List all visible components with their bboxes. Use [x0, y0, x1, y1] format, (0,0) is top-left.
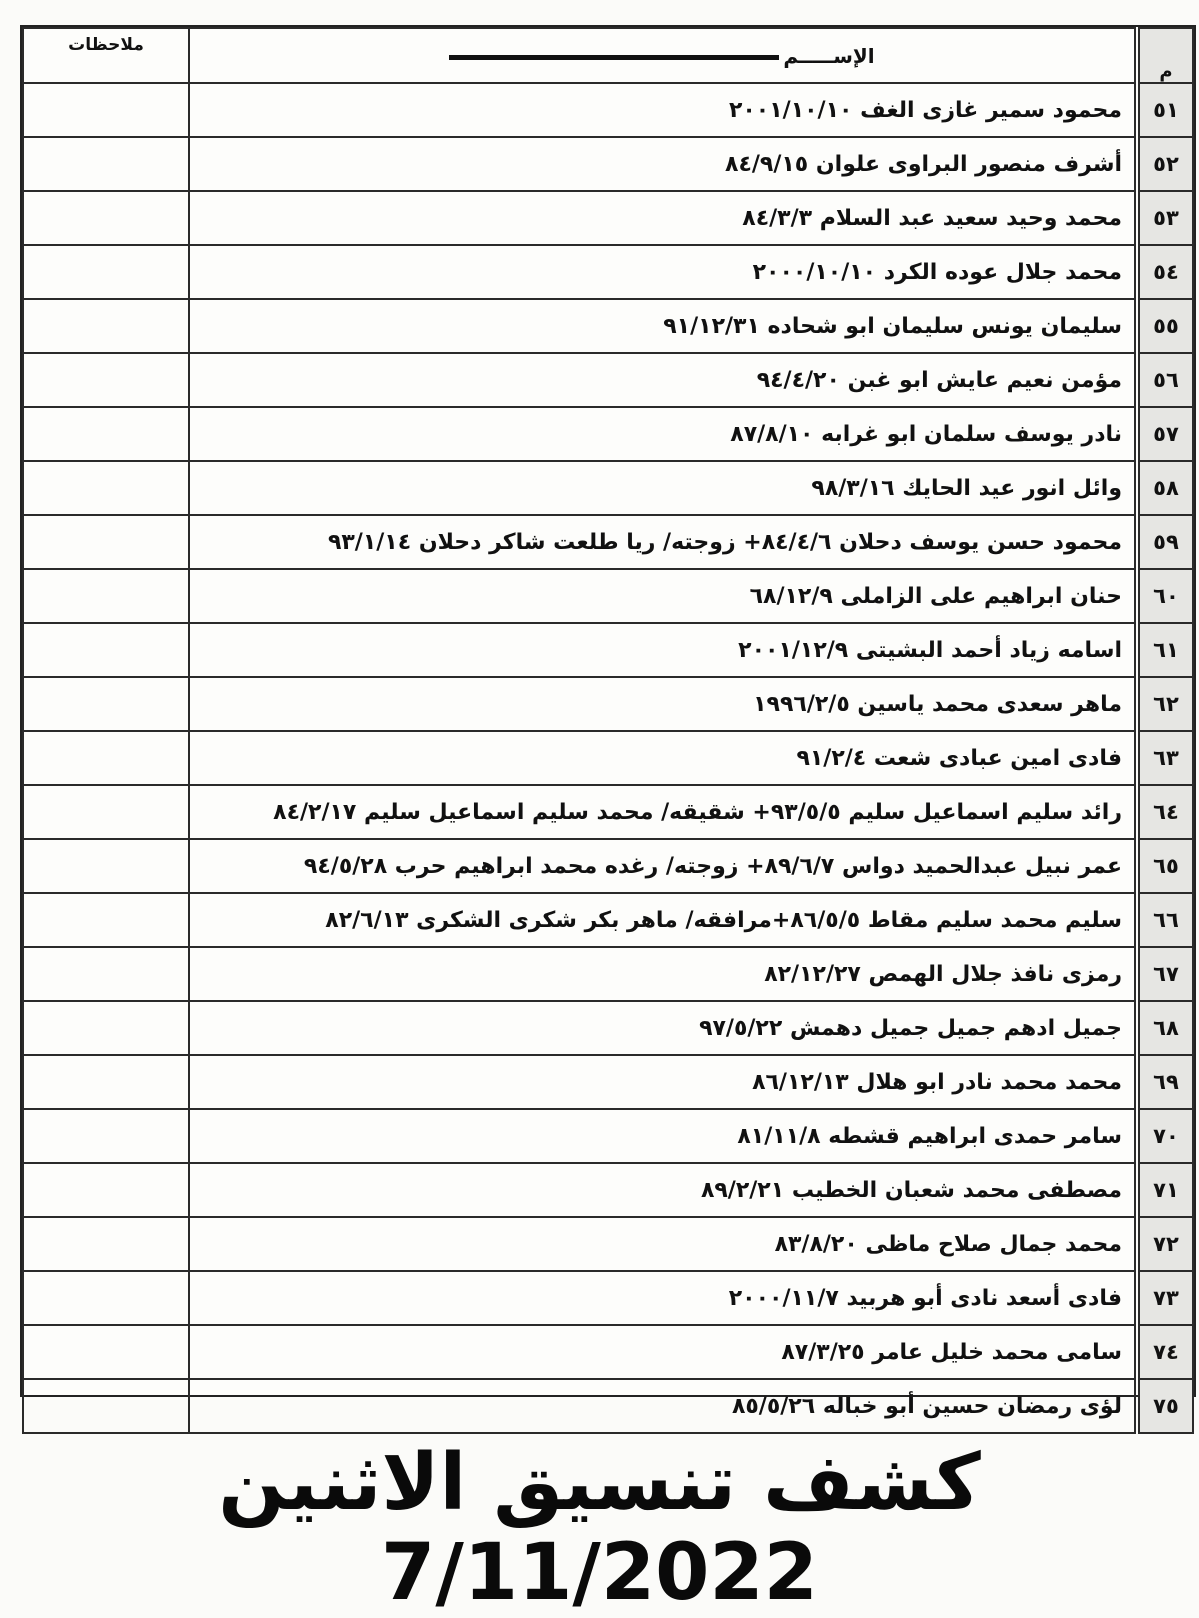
row-notes	[23, 947, 189, 1001]
table-row	[23, 893, 1193, 947]
row-number: ٦٨	[1137, 1001, 1193, 1055]
row-name: رمزى نافذ جلال الهمص ٨٢/١٢/٢٧	[189, 947, 1137, 1001]
row-notes	[23, 1379, 189, 1433]
row-number: ٦٣	[1137, 731, 1193, 785]
row-notes	[23, 1055, 189, 1109]
table-row	[23, 839, 1193, 893]
row-number: ٥٦	[1137, 353, 1193, 407]
row-number: ٦١	[1137, 623, 1193, 677]
row-number: ٧٥	[1137, 1379, 1193, 1433]
table-row	[23, 407, 1193, 461]
row-number: ٧٤	[1137, 1325, 1193, 1379]
table-row	[23, 461, 1193, 515]
row-notes	[23, 461, 189, 515]
row-name: وائل انور عيد الحايك ٩٨/٣/١٦	[189, 461, 1137, 515]
table-row	[23, 1271, 1193, 1325]
row-notes	[23, 245, 189, 299]
table-row	[23, 569, 1193, 623]
row-name: لؤى رمضان حسين أبو خباله ٨٥/٥/٢٦	[189, 1379, 1137, 1433]
row-notes	[23, 1163, 189, 1217]
row-number: ٥٨	[1137, 461, 1193, 515]
table-row	[23, 515, 1193, 569]
header-name	[189, 28, 1137, 83]
row-name: سليم محمد سليم مقاط ٨٦/٥/٥+مرافقه/ ماهر بكر شكرى الشكرى ٨٢/٦/١٣	[189, 893, 1137, 947]
row-name: محمد جلال عوده الكرد ٢٠٠٠/١٠/١٠	[189, 245, 1137, 299]
row-notes	[23, 785, 189, 839]
row-notes	[23, 137, 189, 191]
table-row	[23, 299, 1193, 353]
row-notes	[23, 623, 189, 677]
row-name: نادر يوسف سلمان ابو غرابه ٨٧/٨/١٠	[189, 407, 1137, 461]
row-name: محمود حسن يوسف دحلان ٨٤/٤/٦+ زوجته/ ريا طلعت شاكر دحلان ٩٣/١/١٤	[189, 515, 1137, 569]
table-row	[23, 1217, 1193, 1271]
row-name: محمود سمير غازى الغف ٢٠٠١/١٠/١٠	[189, 83, 1137, 137]
row-name: أشرف منصور البراوى علوان ٨٤/٩/١٥	[189, 137, 1137, 191]
row-name: محمد محمد نادر ابو هلال ٨٦/١٢/١٣	[189, 1055, 1137, 1109]
header-name-label: الإســـــم	[783, 43, 875, 68]
row-number: ٦٤	[1137, 785, 1193, 839]
names-table	[22, 27, 1194, 1434]
row-notes	[23, 299, 189, 353]
row-name: حنان ابراهيم على الزاملى ٦٨/١٢/٩	[189, 569, 1137, 623]
header-number: م	[1137, 28, 1193, 83]
row-name: جميل ادهم جميل جميل دهمش ٩٧/٥/٢٢	[189, 1001, 1137, 1055]
table-row	[23, 1109, 1193, 1163]
row-number: ٦٦	[1137, 893, 1193, 947]
table-row	[23, 677, 1193, 731]
row-number: ٥٥	[1137, 299, 1193, 353]
row-notes	[23, 1325, 189, 1379]
table-row	[23, 1379, 1193, 1433]
table-row	[23, 83, 1193, 137]
row-notes	[23, 515, 189, 569]
row-name: عمر نبيل عبدالحميد دواس ٨٩/٦/٧+ زوجته/ رغده محمد ابراهيم حرب ٩٤/٥/٢٨	[189, 839, 1137, 893]
row-name: محمد جمال صلاح ماظى ٨٣/٨/٢٠	[189, 1217, 1137, 1271]
table-row	[23, 1055, 1193, 1109]
list-caption: كشف تنسيق الاثنين 7/11/2022	[218, 1438, 981, 1618]
row-name: رائد سليم اسماعيل سليم ٩٣/٥/٥+ شقيقه/ محمد سليم اسماعيل سليم ٨٤/٢/١٧	[189, 785, 1137, 839]
travel-list-sheet	[20, 25, 1196, 1419]
row-name: فادى أسعد نادى أبو هربيد ٢٠٠٠/١١/٧	[189, 1271, 1137, 1325]
row-number: ٥٤	[1137, 245, 1193, 299]
table-body	[23, 83, 1193, 1433]
row-name: فادى امين عبادى شعت ٩١/٢/٤	[189, 731, 1137, 785]
table-row	[23, 1325, 1193, 1379]
row-notes	[23, 407, 189, 461]
row-number: ٦٩	[1137, 1055, 1193, 1109]
row-notes	[23, 893, 189, 947]
row-name: اسامه زياد أحمد البشيتى ٢٠٠١/١٢/٩	[189, 623, 1137, 677]
row-notes	[23, 1001, 189, 1055]
table-row	[23, 353, 1193, 407]
row-name: ماهر سعدى محمد ياسين ١٩٩٦/٢/٥	[189, 677, 1137, 731]
row-number: ٦٧	[1137, 947, 1193, 1001]
table-row	[23, 1001, 1193, 1055]
table-row	[23, 191, 1193, 245]
table-row	[23, 623, 1193, 677]
row-notes	[23, 1217, 189, 1271]
row-notes	[23, 839, 189, 893]
row-number: ٥٣	[1137, 191, 1193, 245]
row-notes	[23, 677, 189, 731]
row-notes	[23, 83, 189, 137]
table-row	[23, 731, 1193, 785]
row-notes	[23, 731, 189, 785]
row-notes	[23, 191, 189, 245]
row-number: ٧١	[1137, 1163, 1193, 1217]
row-notes	[23, 353, 189, 407]
row-name: مصطفى محمد شعبان الخطيب ٨٩/٢/٢١	[189, 1163, 1137, 1217]
table-row	[23, 785, 1193, 839]
table-row	[23, 1163, 1193, 1217]
row-notes	[23, 569, 189, 623]
row-number: ٧٢	[1137, 1217, 1193, 1271]
row-name: سامى محمد خليل عامر ٨٧/٣/٢٥	[189, 1325, 1137, 1379]
header-underline-rule	[449, 55, 779, 60]
row-name: سليمان يونس سليمان ابو شحاده ٩١/١٢/٣١	[189, 299, 1137, 353]
row-name: مؤمن نعيم عايش ابو غبن ٩٤/٤/٢٠	[189, 353, 1137, 407]
row-name: سامر حمدى ابراهيم قشطه ٨١/١١/٨	[189, 1109, 1137, 1163]
row-number: ٥١	[1137, 83, 1193, 137]
row-notes	[23, 1271, 189, 1325]
row-number: ٧٠	[1137, 1109, 1193, 1163]
row-notes	[23, 1109, 189, 1163]
row-number: ٥٢	[1137, 137, 1193, 191]
row-number: ٦٢	[1137, 677, 1193, 731]
row-number: ٥٩	[1137, 515, 1193, 569]
row-number: ٦٠	[1137, 569, 1193, 623]
row-number: ٥٧	[1137, 407, 1193, 461]
row-name: محمد وحيد سعيد عبد السلام ٨٤/٣/٣	[189, 191, 1137, 245]
table-row	[23, 137, 1193, 191]
table-header-row	[23, 28, 1193, 83]
table-row	[23, 947, 1193, 1001]
header-notes: ملاحظات	[23, 28, 189, 83]
row-number: ٦٥	[1137, 839, 1193, 893]
row-number: ٧٣	[1137, 1271, 1193, 1325]
table-row	[23, 245, 1193, 299]
